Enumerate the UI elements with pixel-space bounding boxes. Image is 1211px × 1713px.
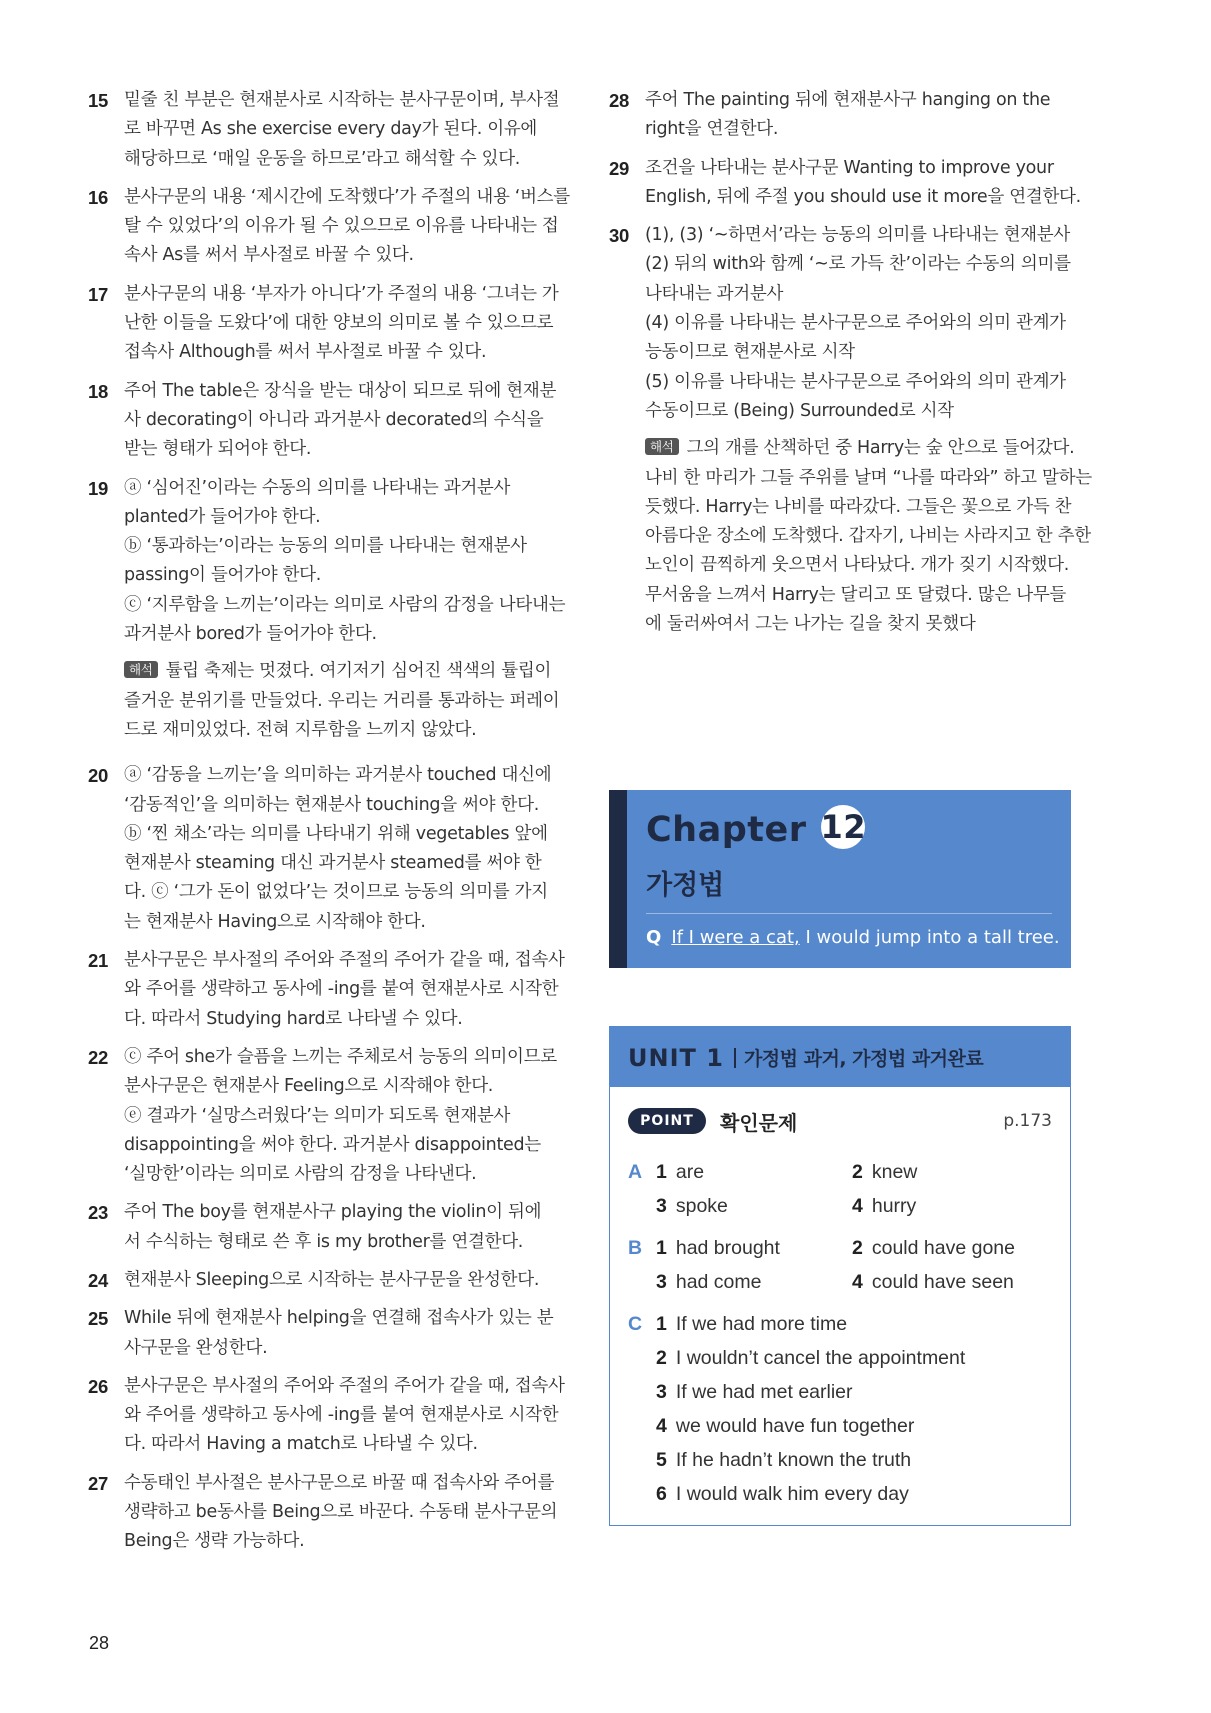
translation-line: 노인이 끔찍하게 웃으면서 나타났다. 개가 짖기 시작했다. (645, 555, 1070, 576)
answer: 3 had come (656, 1271, 762, 1293)
item-line: 조건을 나타내는 분사구문 Wanting to improve your (645, 157, 1054, 178)
separator (734, 1048, 736, 1068)
answer: 4 we would have fun together (656, 1415, 915, 1437)
chapter-title (646, 805, 865, 850)
unit-title: 가정법 과거, 가정법 과거완료 (743, 1048, 984, 1070)
answer-item-27 (88, 1469, 558, 1557)
item-line: 나타내는 과거분사 (645, 283, 784, 304)
answer-item-15 (88, 86, 560, 174)
answer-item-20 (88, 761, 553, 937)
item-line: (1), (3) ‘~하면서’라는 능동의 의미를 나타내는 현재분사 (645, 225, 1070, 246)
item-line: 사 decorating이 아니라 과거분사 decorated의 수식을 (124, 409, 544, 430)
item-line: 생략하고 be동사를 Being으로 바꾼다. 수동태 분사구문의 (124, 1502, 558, 1523)
chapter-number-badge: 12 (821, 805, 865, 849)
item-line: passing이 들어가야 한다. (124, 565, 322, 586)
item-line: 사구문을 완성한다. (124, 1337, 268, 1358)
item-number: 26 (88, 1375, 108, 1397)
answer-item-16 (88, 183, 570, 271)
item-number: 16 (88, 186, 108, 208)
item-line: 탈 수 있었다’의 이유가 될 수 있으므로 이유를 나타내는 접 (124, 216, 559, 237)
item-number: 30 (609, 225, 629, 247)
unit-label: UNIT 1 가정법 과거, 가정법 과거완료 (628, 1044, 984, 1072)
chapter-header (609, 790, 1071, 968)
answer: 2 could have gone (852, 1237, 1015, 1259)
item-line: 주어 The table은 장식을 받는 대상이 되므로 뒤에 현재분 (124, 380, 557, 401)
item-number: 20 (88, 765, 108, 787)
item-line: 속사 As를 써서 부사절로 바꿀 수 있다. (124, 245, 414, 266)
translation-line: 해석 그의 개를 산책하던 중 Harry는 숲 안으로 들어갔다. (645, 434, 1074, 463)
item-line: 주어 The boy를 현재분사구 playing the violin이 뒤에 (124, 1202, 542, 1223)
translation-line: 듯했다. Harry는 나비를 따라갔다. 그들은 꽃으로 가득 찬 (645, 496, 1072, 517)
item-line: ‘감동적인’을 의미하는 현재분사 touching을 써야 한다. (124, 794, 540, 815)
point-title: 확인문제 (720, 1111, 798, 1135)
answer: 1 are (656, 1161, 705, 1183)
item-line: 로 바꾸면 As she exercise every day가 된다. 이유에 (124, 119, 538, 140)
translation-line: 아름다운 장소에 도착했다. 갑자기, 나비는 사라지고 한 추한 (645, 526, 1091, 547)
answer-item-18 (88, 377, 557, 465)
answer-item-17 (88, 280, 559, 368)
item-number: 19 (88, 477, 108, 499)
answer: 1 If we had more time (656, 1313, 848, 1335)
answer-item-25 (88, 1304, 553, 1363)
answer: 2 knew (852, 1161, 918, 1183)
item-number: 27 (88, 1472, 108, 1494)
item-line: 수동이므로 (Being) Surrounded로 시작 (645, 400, 954, 421)
item-line: (2) 뒤의 with와 함께 ‘~로 가득 찬’이라는 수동의 의미를 (645, 254, 1071, 275)
chapter-question (646, 927, 1060, 948)
item-line: 다. 따라서 Studying hard로 나타낼 수 있다. (124, 1008, 463, 1029)
answer-section-b (628, 1237, 1048, 1297)
item-line: 분사구문의 내용 ‘부자가 아니다’가 주절의 내용 ‘그녀는 가 (124, 283, 559, 304)
answer: 1 had brought (656, 1237, 780, 1259)
item-line: 와 주어를 생략하고 동사에 -ing를 붙여 현재분사로 시작한 (124, 1405, 559, 1426)
right-column (609, 86, 1092, 648)
answer-item-21 (88, 946, 565, 1034)
answer: 3 spoke (656, 1195, 728, 1217)
item-number: 17 (88, 283, 108, 305)
item-number: 18 (88, 380, 108, 402)
item-number: 23 (88, 1202, 108, 1224)
point-badge: POINT (628, 1108, 706, 1134)
item-line: disappointing을 써야 한다. 과거분사 disappointed는 (124, 1134, 541, 1155)
item-line: ⓐ ‘심어진’이라는 수동의 의미를 나타내는 과거분사 (124, 477, 511, 498)
translation-line: 에 둘러싸여서 그는 나가는 길을 찾지 못했다 (645, 614, 976, 635)
item-line: 해당하므로 ‘매일 운동을 하므로’라고 해석할 수 있다. (124, 148, 521, 169)
item-line: ⓑ ‘찐 채소’라는 의미를 나타내기 위해 vegetables 앞에 (124, 823, 548, 844)
chapter-label: Chapter (646, 810, 807, 850)
unit-header (610, 1027, 1070, 1087)
item-line: 과거분사 bored가 들어가야 한다. (124, 624, 377, 645)
item-line: English, 뒤에 주절 you should use it more을 연결한다. (645, 186, 1081, 207)
underlined-clause: If I were a cat, (671, 927, 800, 948)
translation-line: 해석 튤립 축제는 멋졌다. 여기저기 심어진 색색의 튤립이 (124, 657, 553, 686)
item-number: 24 (88, 1269, 108, 1291)
section-letter: A (628, 1161, 643, 1183)
divider (646, 913, 1052, 914)
answer: 2 I wouldn’t cancel the appointment (656, 1347, 966, 1369)
answer-item-23 (88, 1198, 553, 1257)
item-line: 분사구문은 부사절의 주어와 주절의 주어가 같을 때, 접속사 (124, 950, 565, 971)
answer-section-a (628, 1161, 1048, 1221)
item-line: ⓐ ‘감동을 느끼는’을 의미하는 과거분사 touched 대신에 (124, 765, 552, 786)
item-line: 난한 이들을 도왔다’에 대한 양보의 의미로 볼 수 있으므로 (124, 313, 554, 334)
item-line: Being은 생략 가능하다. (124, 1531, 305, 1552)
item-line: planted가 들어가야 한다. (124, 506, 321, 527)
answer: 4 could have seen (852, 1271, 1014, 1293)
item-line: (5) 이유를 나타내는 분사구문으로 주어와의 의미 관계가 (645, 371, 1066, 392)
translation-badge: 해석 (645, 438, 679, 455)
answer: 4 hurry (852, 1195, 917, 1217)
item-line: 분사구문의 내용 ‘제시간에 도착했다’가 주절의 내용 ‘버스를 (124, 186, 570, 207)
translation-badge: 해석 (124, 661, 158, 678)
answer-item-30 (609, 221, 1092, 639)
item-line: 밑줄 친 부분은 현재분사로 시작하는 분사구문이며, 부사절 (124, 90, 560, 110)
answer-item-26 (88, 1372, 565, 1460)
item-line: 는 현재분사 Having으로 시작해야 한다. (124, 911, 426, 932)
item-number: 28 (609, 90, 629, 111)
page-number: 28 (89, 1633, 110, 1653)
left-column (88, 86, 570, 1566)
item-line: (4) 이유를 나타내는 분사구문으로 주어와의 의미 관계가 (645, 313, 1066, 334)
unit-answer-box (609, 1026, 1071, 1526)
item-line: 분사구문은 부사절의 주어와 주절의 주어가 같을 때, 접속사 (124, 1375, 565, 1396)
item-line: 능동이므로 현재분사로 시작 (645, 342, 855, 363)
answer-section-c (628, 1313, 1048, 1513)
item-line: 분사구문은 현재분사 Feeling으로 시작해야 한다. (124, 1076, 494, 1097)
item-line: While 뒤에 현재분사 helping을 연결해 접속사가 있는 분 (124, 1308, 554, 1329)
item-line: 접속사 Although를 써서 부사절로 바꿀 수 있다. (124, 342, 487, 363)
chapter-accent-bar (609, 790, 627, 968)
item-line: right을 연결한다. (645, 119, 779, 140)
item-line: 와 주어를 생략하고 동사에 -ing를 붙여 현재분사로 시작한 (124, 979, 559, 1000)
item-line: ⓒ 주어 she가 슬픔을 느끼는 주체로서 능동의 의미이므로 (124, 1046, 557, 1067)
item-line: ⓑ ‘통과하는’이라는 능동의 의미를 나타내는 현재분사 (124, 536, 527, 557)
translation-line: 즐거운 분위기를 만들었다. 우리는 거리를 통과하는 퍼레이 (124, 690, 560, 711)
item-line: 현재분사 Sleeping으로 시작하는 분사구문을 완성한다. (124, 1269, 540, 1290)
item-line: 받는 형태가 되어야 한다. (124, 439, 312, 460)
item-line: 다. 따라서 Having a match로 나타낼 수 있다. (124, 1434, 478, 1455)
answer-item-29 (609, 154, 1081, 213)
item-number: 25 (88, 1308, 108, 1330)
item-line: 주어 The painting 뒤에 현재분사구 hanging on the (645, 90, 1051, 110)
answer-item-24 (88, 1266, 553, 1295)
item-line: 현재분사 steaming 대신 과거분사 steamed를 써야 한 (124, 853, 542, 874)
item-line: ⓒ ‘지루함을 느끼는’이라는 의미로 사람의 감정을 나타내는 (124, 594, 566, 615)
item-line: 서 수식하는 형태로 쓴 후 is my brother를 연결한다. (124, 1231, 524, 1252)
answer-item-22 (88, 1043, 557, 1189)
translation-line: 무서움을 느껴서 Harry는 달리고 또 달렸다. 많은 나무들 (645, 584, 1067, 605)
chapter-subtitle: 가정법 (646, 870, 725, 901)
item-line: 다. ⓒ ‘그가 돈이 없었다’는 것이므로 능동의 의미를 가지 (124, 882, 548, 903)
item-number: 15 (88, 90, 108, 111)
question-mark-label: Q (646, 927, 662, 948)
translation-line: 나비 한 마리가 그들 주위를 날며 “나를 따라와” 하고 말하는 (645, 467, 1092, 488)
item-number: 29 (609, 157, 629, 179)
item-line: ‘실망한’이라는 의미로 사람의 감정을 나타낸다. (124, 1164, 477, 1185)
item-number: 22 (88, 1046, 108, 1068)
answer: 6 I would walk him every day (656, 1483, 909, 1505)
answer: 3 If we had met earlier (656, 1381, 853, 1403)
translation-line: 드로 재미있었다. 전혀 지루함을 느끼지 않았다. (124, 719, 477, 740)
page-reference: p.173 (1003, 1111, 1052, 1131)
answer-item-28 (609, 86, 1074, 145)
section-letter: B (628, 1237, 643, 1259)
item-line: ⓔ 결과가 ‘실망스러웠다’는 의미가 되도록 현재분사 (124, 1105, 511, 1126)
section-letter: C (628, 1313, 643, 1335)
answer: 5 If he hadn’t known the truth (656, 1449, 912, 1471)
item-line: 수동태인 부사절은 분사구문으로 바꿀 때 접속사와 주어를 (124, 1472, 555, 1493)
answer-item-19 (88, 474, 566, 746)
question-rest: I would jump into a tall tree. (799, 927, 1060, 948)
item-number: 21 (88, 950, 108, 972)
